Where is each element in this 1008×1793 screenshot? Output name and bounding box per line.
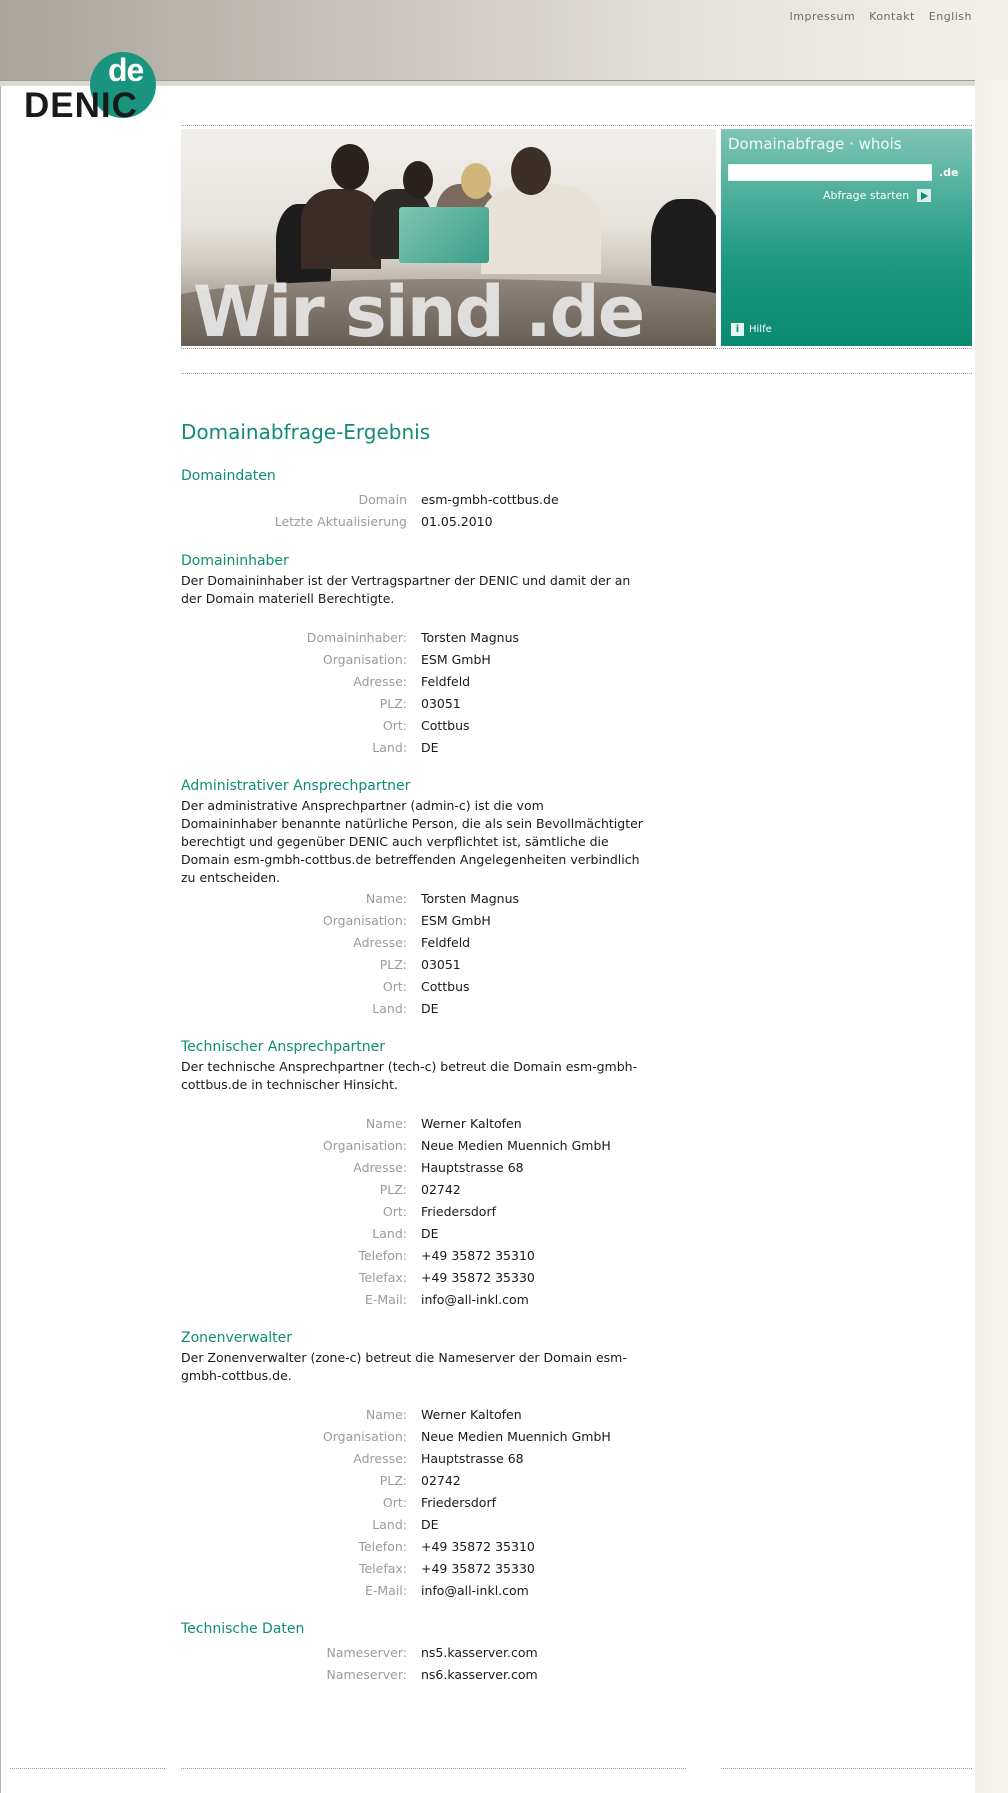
detail-label: Telefon: [358, 1248, 407, 1263]
detail-row [181, 630, 651, 652]
content-top-divider [181, 373, 972, 374]
detail-value: Werner Kaltofen [421, 1116, 522, 1131]
detail-value: info@all-inkl.com [421, 1583, 529, 1598]
detail-value: Torsten Magnus [421, 891, 520, 906]
detail-row [181, 1473, 651, 1495]
logo-de-text: de [108, 52, 144, 88]
detail-row [181, 1001, 651, 1023]
whois-title: Domainabfrage · whois [728, 135, 902, 153]
detail-label: Telefax: [358, 1270, 407, 1285]
detail-row [181, 1407, 651, 1429]
detail-row [181, 1451, 651, 1473]
detail-value: +49 35872 35310 [421, 1539, 535, 1554]
detail-row [181, 718, 651, 740]
detail-value: +49 35872 35330 [421, 1270, 535, 1285]
detail-label: Domaininhaber: [306, 630, 407, 645]
logo-denic-text: DENIC [24, 86, 138, 125]
detail-value: info@all-inkl.com [421, 1292, 529, 1307]
detail-row [181, 891, 651, 913]
section-heading-admin-contact: Administrativer Ansprechpartner [181, 778, 411, 794]
detail-row [181, 514, 651, 536]
section-heading-technical-data: Technische Daten [181, 1621, 305, 1637]
detail-label: Organisation: [322, 1138, 407, 1153]
section-description: Der technische Ansprechpartner (tech-c) betreut die Domain esm-gmbh-cottbus.de in technischer Hinsicht. [181, 1059, 638, 1092]
detail-row [181, 1138, 651, 1160]
right-gutter [975, 0, 1008, 1793]
section-description: Der Domaininhaber ist der Vertragspartner der DENIC und damit der an der Domain materiell Berechtigte. [181, 573, 631, 606]
detail-label: Adresse: [353, 935, 407, 950]
detail-value: ns6.kasserver.com [421, 1667, 538, 1682]
section-heading-tech-contact: Technischer Ansprechpartner [181, 1039, 386, 1055]
detail-value: +49 35872 35330 [421, 1561, 535, 1576]
detail-label: Name: [365, 1116, 407, 1131]
detail-row [181, 1248, 651, 1270]
detail-row [181, 674, 651, 696]
detail-label: Letzte Aktualisierung [274, 514, 407, 529]
page-title: Domainabfrage-Ergebnis [181, 420, 431, 444]
whois-submit-label: Abfrage starten [823, 189, 910, 202]
top-nav [790, 10, 972, 23]
detail-row [181, 1561, 651, 1583]
detail-value: Cottbus [421, 718, 470, 733]
footer-divider-right [721, 1768, 972, 1769]
hero-laptop [399, 207, 489, 263]
detail-value: Torsten Magnus [421, 630, 520, 645]
nav-impressum-link[interactable]: Impressum [789, 10, 856, 23]
detail-value: DE [421, 1001, 439, 1016]
detail-label: E-Mail: [364, 1292, 407, 1307]
detail-label: Land: [372, 1226, 407, 1241]
detail-label: PLZ: [379, 1182, 407, 1197]
info-icon: i [731, 323, 744, 336]
detail-row [181, 1204, 651, 1226]
hero-person-head [461, 163, 491, 199]
detail-value: +49 35872 35310 [421, 1248, 535, 1263]
detail-label: Name: [365, 891, 407, 906]
hero-person-head [511, 147, 551, 195]
detail-value: DE [421, 740, 439, 755]
whois-submit-button[interactable] [823, 189, 931, 202]
detail-label: Telefon: [358, 1539, 407, 1554]
detail-label: Organisation: [322, 1429, 407, 1444]
detail-row [181, 1539, 651, 1561]
detail-row [181, 1667, 651, 1689]
detail-label: Nameserver: [326, 1645, 407, 1660]
detail-row [181, 652, 651, 674]
detail-row [181, 696, 651, 718]
hero-person-head [403, 161, 433, 199]
detail-label: PLZ: [379, 1473, 407, 1488]
detail-value: Feldfeld [421, 935, 471, 950]
detail-row [181, 1517, 651, 1539]
detail-row [181, 1270, 651, 1292]
domain-search-input[interactable] [728, 164, 932, 181]
detail-label: Domain [358, 492, 407, 507]
detail-value: Werner Kaltofen [421, 1407, 522, 1422]
detail-row [181, 1292, 651, 1314]
detail-value: esm-gmbh-cottbus.de [421, 492, 559, 507]
detail-value: Friedersdorf [421, 1204, 496, 1219]
detail-row [181, 1116, 651, 1138]
detail-value: ESM GmbH [421, 913, 491, 928]
hero-image [181, 129, 716, 346]
detail-label: Land: [372, 1001, 407, 1016]
detail-value: 03051 [421, 696, 461, 711]
detail-row [181, 957, 651, 979]
denic-logo[interactable] [24, 52, 159, 124]
detail-label: Land: [372, 740, 407, 755]
section-description: Der Zonenverwalter (zone-c) betreut die Nameserver der Domain esm-gmbh-cottbus.de. [181, 1350, 627, 1383]
detail-value: DE [421, 1226, 439, 1241]
detail-value: DE [421, 1517, 439, 1532]
detail-row [181, 1495, 651, 1517]
detail-label: Ort: [382, 718, 407, 733]
detail-label: Adresse: [353, 674, 407, 689]
detail-value: 02742 [421, 1182, 461, 1197]
hero-person-body [301, 189, 381, 269]
detail-value: Friedersdorf [421, 1495, 496, 1510]
detail-label: Adresse: [353, 1160, 407, 1175]
detail-value: ESM GmbH [421, 652, 491, 667]
detail-label: Organisation: [322, 652, 407, 667]
detail-row [181, 1429, 651, 1451]
section-heading-domaindaten: Domaindaten [181, 468, 276, 484]
detail-label: Ort: [382, 1204, 407, 1219]
hero-person-body [481, 184, 601, 274]
detail-value: 02742 [421, 1473, 461, 1488]
detail-value: 03051 [421, 957, 461, 972]
detail-row [181, 1226, 651, 1248]
detail-label: PLZ: [379, 696, 407, 711]
detail-label: E-Mail: [364, 1583, 407, 1598]
section-heading-domaininhaber: Domaininhaber [181, 553, 289, 569]
footer-divider-center [181, 1768, 686, 1769]
detail-value: Cottbus [421, 979, 470, 994]
hero-chair-right [651, 199, 716, 299]
detail-value: Hauptstrasse 68 [421, 1160, 524, 1175]
detail-value: ns5.kasserver.com [421, 1645, 538, 1660]
detail-label: Name: [365, 1407, 407, 1422]
detail-row [181, 1583, 651, 1605]
section-heading-zone-contact: Zonenverwalter [181, 1330, 292, 1346]
hero-person-head [331, 144, 369, 190]
detail-label: Telefax: [358, 1561, 407, 1576]
detail-row [181, 1645, 651, 1667]
detail-value: Neue Medien Muennich GmbH [421, 1138, 611, 1153]
play-arrow-icon[interactable] [917, 189, 931, 202]
detail-row [181, 740, 651, 762]
detail-label: Ort: [382, 1495, 407, 1510]
nav-kontakt-link[interactable]: Kontakt [869, 10, 915, 23]
header-dotted-divider [181, 125, 972, 126]
whois-tld-label: .de [939, 166, 959, 179]
detail-value: Hauptstrasse 68 [421, 1451, 524, 1466]
nav-english-link[interactable]: English [928, 10, 972, 23]
detail-row [181, 1182, 651, 1204]
whois-search-box [721, 129, 972, 346]
detail-label: Organisation: [322, 913, 407, 928]
detail-row [181, 492, 651, 514]
detail-row [181, 935, 651, 957]
detail-label: PLZ: [379, 957, 407, 972]
hero-bottom-divider [181, 348, 972, 349]
detail-label: Land: [372, 1517, 407, 1532]
hero-title: Wir sind .de [193, 271, 644, 346]
section-description: Der administrative Ansprechpartner (admin-c) ist die vom Domaininhaber benannte natürliche Person, die als sein Bevollmächtigter berechtigt und gegenüber DENIC auch verpflichtet ist, sämtliche die Domain esm-gmbh-cottbus.de betreffenden Angelegenheiten verbindlich zu entscheiden. [181, 798, 643, 885]
whois-help-label: Hilfe [749, 324, 772, 335]
detail-label: Ort: [382, 979, 407, 994]
footer-divider-left [10, 1768, 165, 1769]
detail-label: Nameserver: [326, 1667, 407, 1682]
detail-row [181, 1160, 651, 1182]
detail-label: Adresse: [353, 1451, 407, 1466]
detail-row [181, 979, 651, 1001]
detail-value: Feldfeld [421, 674, 471, 689]
detail-value: Neue Medien Muennich GmbH [421, 1429, 611, 1444]
detail-value: 01.05.2010 [421, 514, 493, 529]
detail-row [181, 913, 651, 935]
whois-help-link[interactable] [731, 323, 772, 336]
